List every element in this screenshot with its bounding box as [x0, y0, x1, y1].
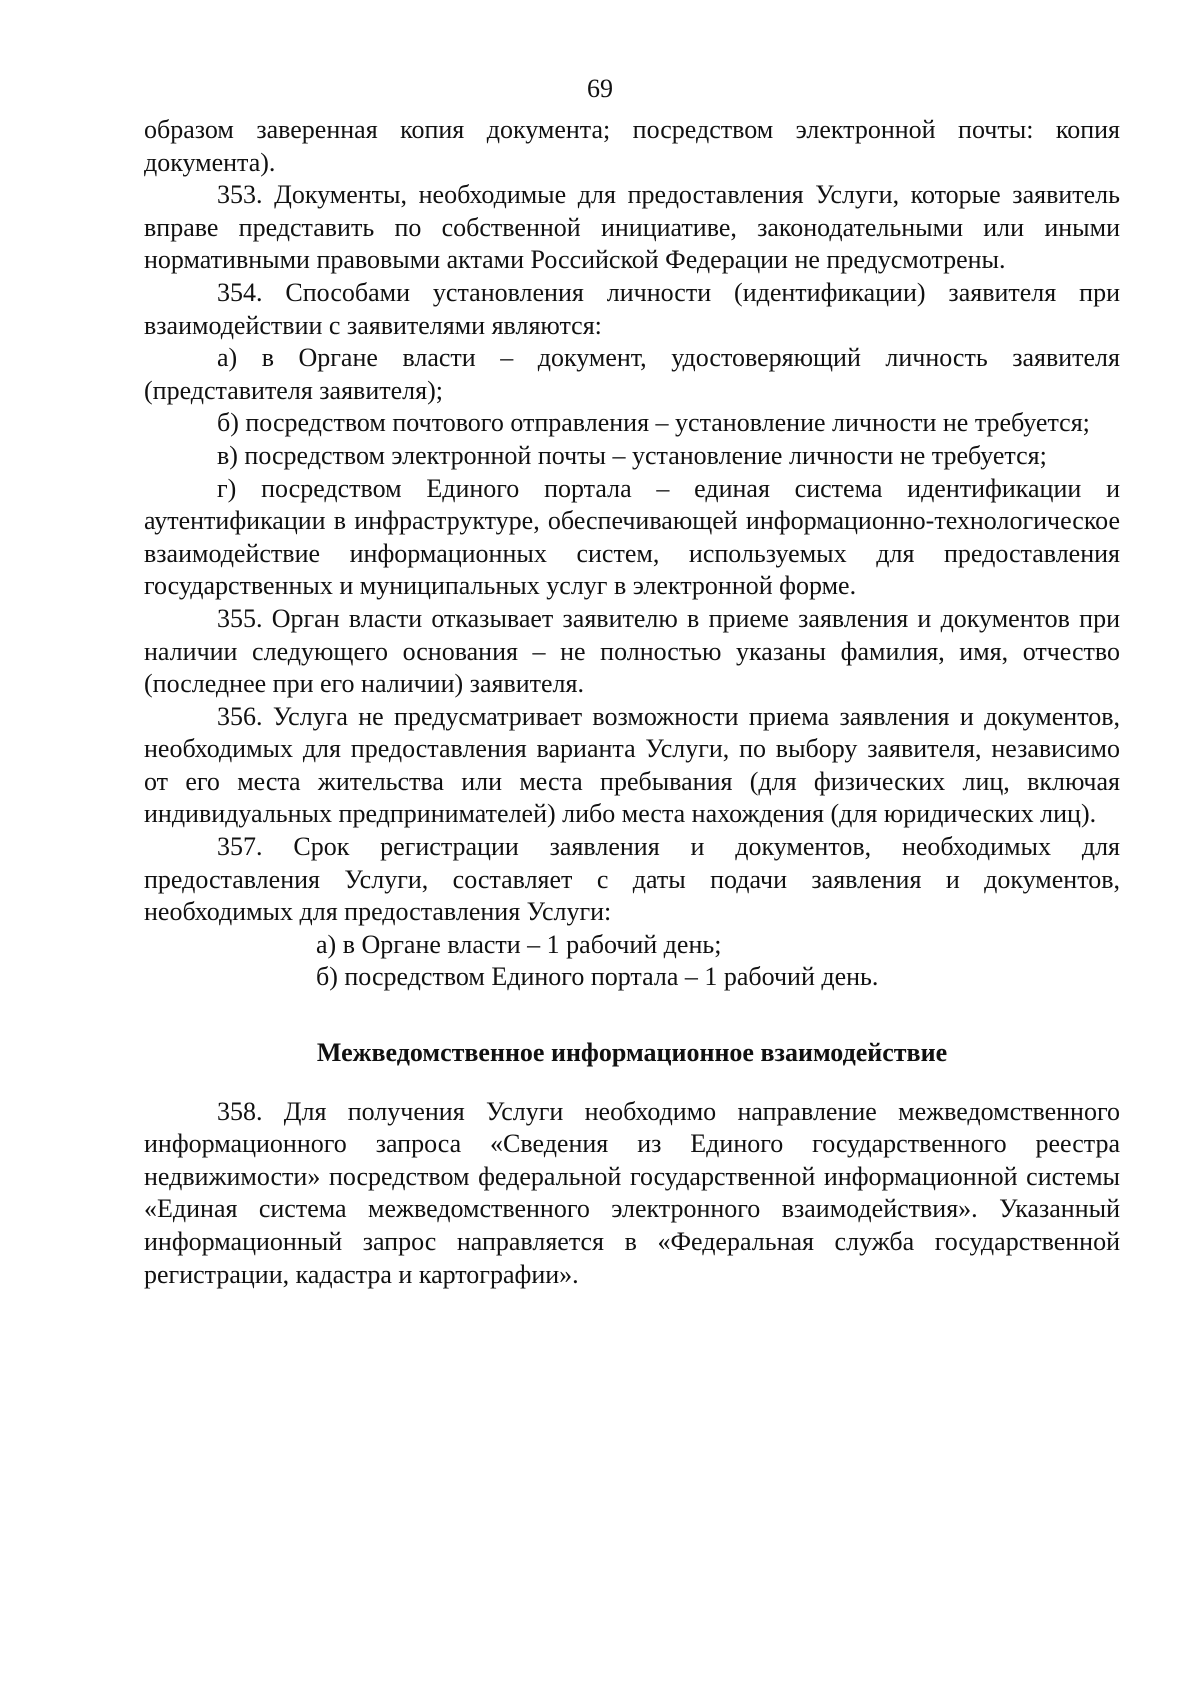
paragraph-354-item-a: а) в Органе власти – документ, удостоверяющий личность заявителя (представителя заявителя); — [144, 343, 1120, 405]
page-number: 69 — [587, 74, 613, 103]
paragraph-358: 358. Для получения Услуги необходимо направление межведомственного информационного запроса «Сведения из Единого государственного реестра недвижимости» посредством федеральной государственной информационной системы «Единая система межведомственного электронного взаимодействия». Указанный информационный запрос направляется в «Федеральная служба государственной регистрации, кадастра и картографии». — [144, 1096, 1120, 1289]
paragraph-353: 353. Документы, необходимые для предоставления Услуги, которые заявитель вправе представить по собственной инициативе, законодательными или иными нормативными правовыми актами Российской Федерации не предусмотрены. — [144, 180, 1120, 275]
section-title: Межведомственное информационное взаимодействие — [316, 1038, 948, 1068]
paragraph-354-item-g: г) посредством Единого портала – единая система идентификации и аутентификации в инфраструктуре, обеспечивающей информационно-технологическое взаимодействие информационных систем, используемых для предоставления государственных и муниципальных услуг в электронной форме. — [144, 473, 1120, 601]
paragraph-357-item-a: а) в Органе власти – 1 рабочий день; — [316, 929, 722, 959]
paragraph-357-item-b: б) посредством Единого портала – 1 рабочий день. — [316, 962, 879, 992]
paragraph-354-item-v: в) посредством электронной почты – установление личности не требуется; — [217, 440, 1047, 470]
paragraph-354: 354. Способами установления личности (идентификации) заявителя при взаимодействии с заявителями являются: — [144, 277, 1120, 340]
paragraph-356: 356. Услуга не предусматривает возможности приема заявления и документов, необходимых для предоставления варианта Услуги, по выбору заявителя, независимо от его места жительства или места пребывания (для физических лиц, включая индивидуальных предпринимателей) либо места нахождения (для юридических лиц). — [144, 701, 1120, 829]
document-body — [144, 114, 1120, 1291]
paragraph-352-continuation: образом заверенная копия документа; посредством электронной почты: копия документа). — [144, 115, 1120, 177]
paragraph-355: 355. Орган власти отказывает заявителю в приеме заявления и документов при наличии следующего основания – не полностью указаны фамилия, имя, отчество (последнее при его наличии) заявителя. — [144, 603, 1120, 699]
paragraph-357: 357. Срок регистрации заявления и документов, необходимых для предоставления Услуги, составляет с даты подачи заявления и документов, необходимых для предоставления Услуги: — [144, 832, 1120, 927]
paragraph-354-item-b: б) посредством почтового отправления – установление личности не требуется; — [217, 408, 1090, 438]
